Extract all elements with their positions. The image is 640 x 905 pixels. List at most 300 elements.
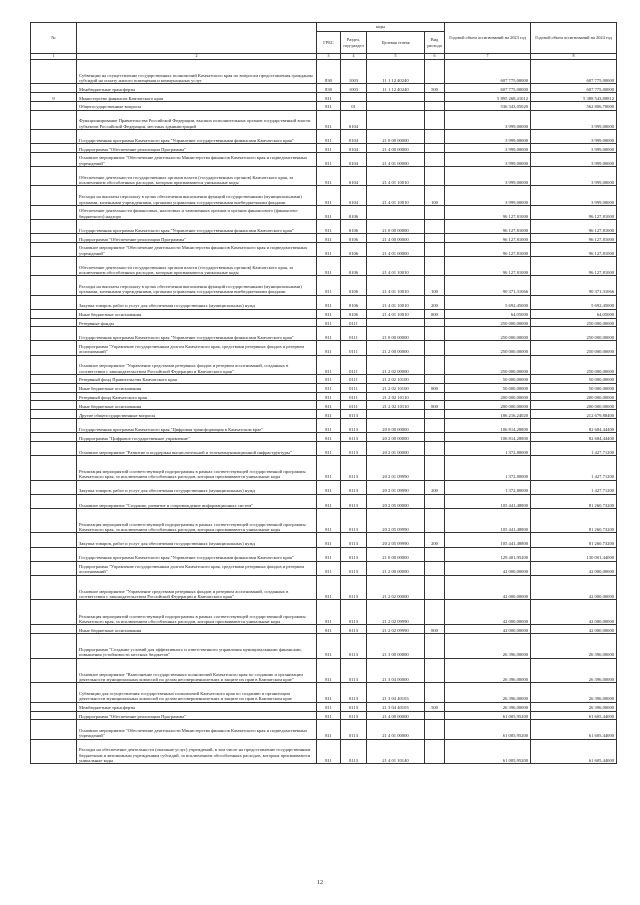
table-row [31, 410, 617, 419]
row-csr-cell: 21 2 02 10110 [367, 392, 425, 401]
row-razdel-cell: 0113 [341, 739, 367, 764]
row-grbs-cell: 830 [317, 84, 341, 93]
row-sum-2024-cell: 42 000,00000 [531, 600, 617, 625]
row-vr-cell [425, 355, 445, 374]
row-razdel-cell: 0111 [341, 374, 367, 383]
row-razdel-cell: 1003 [341, 84, 367, 93]
row-grbs-cell: 811 [317, 575, 341, 600]
row-sum-2024-cell: 607 775,00000 [531, 59, 617, 84]
row-number-cell [31, 318, 77, 327]
row-name-cell: Иные бюджетные ассигнования [77, 401, 317, 410]
row-sum-2024-cell: 250 000,00000 [531, 318, 617, 327]
row-csr-cell: 21 4 00 00000 [367, 711, 425, 720]
row-sum-2024-cell: 81 260,73200 [531, 494, 617, 508]
row-number-cell [31, 144, 77, 153]
row-sum-2024-cell: 26 396,00000 [531, 658, 617, 683]
table-row [31, 130, 617, 144]
row-grbs-cell: 811 [317, 110, 341, 129]
row-razdel-cell: 0113 [341, 441, 367, 455]
row-grbs-cell: 811 [317, 341, 341, 355]
row-grbs-cell: 811 [317, 256, 341, 275]
row-number-cell [31, 327, 77, 341]
table-row [31, 480, 617, 494]
row-number-cell [31, 720, 77, 739]
row-sum-2024-cell: 26 396,00000 [531, 702, 617, 711]
row-vr-cell [425, 392, 445, 401]
table-row [31, 547, 617, 561]
row-razdel-cell: 0106 [341, 276, 367, 295]
row-grbs-cell: 811 [317, 410, 341, 419]
row-razdel-cell: 0111 [341, 401, 367, 410]
row-razdel-cell: 0106 [341, 309, 367, 318]
table-row [31, 355, 617, 374]
table-row [31, 455, 617, 480]
row-razdel-cell: 0106 [341, 205, 367, 219]
row-csr-cell: 21 4 01 10010 [367, 295, 425, 309]
row-csr-cell: 20 2 05 09990 [367, 533, 425, 547]
row-vr-cell [425, 455, 445, 480]
row-csr-cell: 21 4 01 10010 [367, 256, 425, 275]
row-name-cell: Подпрограмма "Управление государственным долгом Камчатского края, средствами резервных фондов и резервом ассигнований" [77, 561, 317, 575]
row-vr-cell [425, 433, 445, 442]
row-razdel-cell: 0113 [341, 410, 367, 419]
row-grbs-cell: 811 [317, 219, 341, 233]
row-name-cell: Основное мероприятие "Обеспечение деятельности Министерства финансов Камчатского края и подведомственных учреждений" [77, 242, 317, 256]
row-grbs-cell: 811 [317, 702, 341, 711]
row-razdel-cell: 0113 [341, 433, 367, 442]
row-razdel-cell: 01 [341, 101, 367, 110]
row-sum-2023-cell: 96 127,81000 [445, 256, 531, 275]
row-csr-cell: 20 2 01 09990 [367, 455, 425, 480]
row-sum-2024-cell: 1 427,71200 [531, 480, 617, 494]
row-name-cell: Министерство финансов Камчатского края [77, 93, 317, 102]
row-sum-2024-cell: 3 999,00000 [531, 144, 617, 153]
col-header-grbs: ГРБС [317, 32, 341, 54]
table-row [31, 318, 617, 327]
row-grbs-cell: 830 [317, 59, 341, 84]
row-grbs-cell: 811 [317, 683, 341, 702]
row-sum-2023-cell: 129 401,95200 [445, 547, 531, 561]
row-name-cell: Основное мероприятие "Выполнение государственных полномочий Камчатского края по созданию и организации деятельности муниципальных комиссий по делам несовершеннолетних и защите их прав в Камчатском крае" [77, 658, 317, 683]
row-razdel-cell: 0113 [341, 494, 367, 508]
row-csr-cell [367, 110, 425, 129]
row-name-cell: Иные бюджетные ассигнования [77, 309, 317, 318]
row-number-cell [31, 341, 77, 355]
row-vr-cell: 100 [425, 186, 445, 205]
table-row [31, 242, 617, 256]
row-sum-2023-cell: 3 999,00000 [445, 167, 531, 186]
table-row [31, 219, 617, 233]
row-sum-2024-cell: 26 396,00000 [531, 633, 617, 658]
row-number-cell [31, 383, 77, 392]
row-sum-2023-cell: 607 775,00000 [445, 84, 531, 93]
budget-table [30, 22, 617, 764]
row-sum-2023-cell: 3 999,00000 [445, 152, 531, 166]
col-header-codes-group: коды [317, 23, 445, 32]
row-vr-cell [425, 327, 445, 341]
row-number-cell [31, 234, 77, 243]
row-csr-cell: 21 4 01 10010 [367, 276, 425, 295]
row-sum-2024-cell: 562 806,70000 [531, 101, 617, 110]
row-sum-2023-cell: 250 000,00000 [445, 318, 531, 327]
row-vr-cell: 800 [425, 625, 445, 634]
row-grbs-cell: 811 [317, 234, 341, 243]
row-name-cell: Государственная программа Камчатского края "Управление государственными финансами Камчатского края" [77, 219, 317, 233]
row-vr-cell: 200 [425, 295, 445, 309]
row-grbs-cell: 811 [317, 625, 341, 634]
row-razdel-cell: 0104 [341, 130, 367, 144]
table-row [31, 295, 617, 309]
row-sum-2023-cell: 105 441,48800 [445, 533, 531, 547]
row-name-cell: Подпрограмма "Цифровое государственное управление" [77, 433, 317, 442]
table-row [31, 561, 617, 575]
col-header-number: № [31, 23, 77, 54]
row-name-cell: Общегосударственные вопросы [77, 101, 317, 110]
row-grbs-cell: 811 [317, 480, 341, 494]
table-row [31, 144, 617, 153]
row-vr-cell [425, 575, 445, 600]
row-vr-cell: 800 [425, 309, 445, 318]
row-sum-2024-cell: 1 427,71200 [531, 455, 617, 480]
row-grbs-cell: 811 [317, 101, 341, 110]
row-sum-2023-cell: 186 216,24020 [445, 410, 531, 419]
row-number-cell [31, 418, 77, 432]
row-name-cell: Подпрограмма "Обеспечение реализации Программы" [77, 144, 317, 153]
table-row [31, 392, 617, 401]
row-number-cell [31, 186, 77, 205]
row-number-cell [31, 410, 77, 419]
row-vr-cell [425, 205, 445, 219]
row-name-cell: Другие общегосударственные вопросы [77, 410, 317, 419]
row-vr-cell [425, 561, 445, 575]
row-vr-cell: 100 [425, 276, 445, 295]
row-sum-2024-cell: 50 000,00000 [531, 374, 617, 383]
row-name-cell: Субвенции на осуществление государственных полномочий Камчатского края по вопросам предоставления гражданам субсидий на оплату жилого помещения и коммунальных услуг [77, 59, 317, 84]
row-razdel-cell: 0113 [341, 508, 367, 533]
table-row [31, 101, 617, 110]
table-row [31, 152, 617, 166]
row-grbs-cell: 811 [317, 309, 341, 318]
row-sum-2024-cell: 96 127,81000 [531, 256, 617, 275]
row-sum-2024-cell: 3 999,00000 [531, 152, 617, 166]
row-sum-2024-cell: 96 127,81000 [531, 234, 617, 243]
row-vr-cell [425, 600, 445, 625]
row-razdel-cell: 0111 [341, 392, 367, 401]
row-razdel-cell: 0113 [341, 418, 367, 432]
row-sum-2023-cell: 61 005,95200 [445, 711, 531, 720]
row-sum-2024-cell: 1 427,71200 [531, 441, 617, 455]
row-sum-2023-cell: 3 999,00000 [445, 186, 531, 205]
row-sum-2024-cell: 82 684,44400 [531, 433, 617, 442]
row-csr-cell: 21 0 00 00000 [367, 547, 425, 561]
row-razdel-cell: 0113 [341, 533, 367, 547]
row-name-cell: Основное мероприятие "Обеспечение деятельности Министерства финансов Камчатского края и подведомственных учреждений" [77, 720, 317, 739]
row-razdel-cell: 0113 [341, 600, 367, 625]
row-grbs-cell: 811 [317, 295, 341, 309]
table-row [31, 327, 617, 341]
table-row [31, 383, 617, 392]
row-sum-2023-cell: 50 000,00000 [445, 374, 531, 383]
table-row [31, 234, 617, 243]
row-number-cell [31, 480, 77, 494]
row-number-cell [31, 455, 77, 480]
row-razdel-cell: 0113 [341, 711, 367, 720]
row-razdel-cell: 0111 [341, 341, 367, 355]
row-razdel-cell: 0106 [341, 234, 367, 243]
row-razdel-cell: 0106 [341, 256, 367, 275]
row-sum-2024-cell: 61 605,44000 [531, 711, 617, 720]
row-name-cell: Иные бюджетные ассигнования [77, 625, 317, 634]
row-csr-cell [367, 205, 425, 219]
row-name-cell: Закупка товаров, работ и услуг для обеспечения государственных (муниципальных) нужд [77, 295, 317, 309]
col-header-csr: Целевая статья [367, 32, 425, 54]
row-sum-2023-cell: 26 396,00000 [445, 683, 531, 702]
row-name-cell: Обеспечение деятельности государственных органов власти (государственных органов) Камчатского края, за исключением обособленных расходов, которым присваиваются уникальные коды [77, 167, 317, 186]
row-sum-2023-cell: 26 396,00000 [445, 633, 531, 658]
row-sum-2023-cell: 1 372,80000 [445, 441, 531, 455]
row-sum-2023-cell: 250 000,00000 [445, 355, 531, 374]
row-name-cell: Расходы на выплаты персоналу в целях обеспечения выполнения функций государственными (муниципальными) органами, казенными учреждениями, органами управления государственными внебюджетными фондами [77, 276, 317, 295]
row-grbs-cell: 811 [317, 152, 341, 166]
row-razdel-cell: 0113 [341, 625, 367, 634]
row-grbs-cell: 811 [317, 418, 341, 432]
row-name-cell: Основное мероприятие "Обеспечение деятельности Министерства финансов Камчатского края и подведомственных учреждений" [77, 152, 317, 166]
row-sum-2023-cell: 3 999,00000 [445, 110, 531, 129]
row-sum-2023-cell: 250 000,00000 [445, 341, 531, 355]
row-sum-2024-cell: 50 000,00000 [531, 383, 617, 392]
row-razdel-cell: 0104 [341, 152, 367, 166]
row-number-cell [31, 167, 77, 186]
col-header-name [77, 23, 317, 54]
row-number-cell [31, 84, 77, 93]
row-vr-cell [425, 242, 445, 256]
row-number-cell [31, 494, 77, 508]
row-vr-cell [425, 130, 445, 144]
header-number-cell: 5 [367, 54, 425, 60]
row-csr-cell: 21 2 02 10100 [367, 383, 425, 392]
row-vr-cell [425, 410, 445, 419]
row-sum-2024-cell: 96 127,81000 [531, 219, 617, 233]
row-sum-2024-cell: 96 127,81000 [531, 242, 617, 256]
row-csr-cell [367, 318, 425, 327]
row-csr-cell: 21 4 01 00000 [367, 242, 425, 256]
table-row [31, 533, 617, 547]
row-number-cell [31, 59, 77, 84]
row-name-cell: Резервный фонд Правительства Камчатского края [77, 374, 317, 383]
table-row [31, 711, 617, 720]
row-name-cell: Закупка товаров, работ и услуг для обеспечения государственных (муниципальных) нужд [77, 480, 317, 494]
header-number-cell: 6 [425, 54, 445, 60]
header-number-cell: 3 [317, 54, 341, 60]
row-grbs-cell: 811 [317, 433, 341, 442]
row-number-cell [31, 276, 77, 295]
row-name-cell: Субвенции для осуществления государственных полномочий Камчатского края по созданию и организации деятельности муниципальных комиссий по делам несовершеннолетних и защите их прав в Камчатском крае [77, 683, 317, 702]
table-row [31, 720, 617, 739]
row-number-cell [31, 295, 77, 309]
row-csr-cell: 21 4 00 00000 [367, 144, 425, 153]
row-vr-cell [425, 683, 445, 702]
row-csr-cell: 11 1 12 40240 [367, 84, 425, 93]
row-grbs-cell: 811 [317, 144, 341, 153]
row-sum-2023-cell: 64,05000 [445, 309, 531, 318]
row-vr-cell: 800 [425, 383, 445, 392]
row-sum-2023-cell: 1 372,80000 [445, 480, 531, 494]
row-name-cell: Реализация мероприятий соответствующей подпрограммы в рамках соответствующей государственной программы Камчатского края, за исключением обособленных расходов, которым присваиваются уникальные коды [77, 455, 317, 480]
table-row [31, 441, 617, 455]
row-number-cell [31, 633, 77, 658]
table-row [31, 739, 617, 764]
row-vr-cell [425, 167, 445, 186]
header-number-cell: 4 [341, 54, 367, 60]
row-vr-cell [425, 341, 445, 355]
table-row [31, 575, 617, 600]
row-name-cell: Резервный фонд Камчатского края [77, 392, 317, 401]
row-sum-2023-cell: 90 371,31066 [445, 276, 531, 295]
row-sum-2024-cell: 3 999,00000 [531, 110, 617, 129]
row-name-cell: Государственная программа Камчатского края "Управление государственными финансами Камчатского края" [77, 547, 317, 561]
table-row [31, 600, 617, 625]
row-sum-2024-cell: 42 000,00000 [531, 561, 617, 575]
row-number-cell [31, 242, 77, 256]
row-sum-2024-cell: 250 000,00000 [531, 355, 617, 374]
row-csr-cell: 21 2 02 00000 [367, 355, 425, 374]
row-csr-cell: 21 2 02 10100 [367, 374, 425, 383]
row-number-cell [31, 401, 77, 410]
row-name-cell: Основное мероприятие "Управление средствами резервных фондов и резервом ассигнований, созданных в соответствии с законодательством Российской Федерации и Камчатского края" [77, 355, 317, 374]
row-csr-cell: 21 0 00 00000 [367, 130, 425, 144]
row-vr-cell [425, 658, 445, 683]
table-row [31, 59, 617, 84]
table-row [31, 433, 617, 442]
row-grbs-cell: 811 [317, 633, 341, 658]
row-name-cell: Резервные фонды [77, 318, 317, 327]
row-grbs-cell: 811 [317, 242, 341, 256]
row-name-cell: Расходы на обеспечение деятельности (оказание услуг) учреждений, в том числе на предоставление государственным бюджетным и автономным учреждениям субсидий, за исключением обособленных расходов, которым присваиваются уникальные коды [77, 739, 317, 764]
table-row [31, 276, 617, 295]
table-row [31, 508, 617, 533]
row-grbs-cell: 811 [317, 401, 341, 410]
row-number-cell [31, 508, 77, 533]
col-header-razdel: Раздел, под-раздел [341, 32, 367, 54]
row-vr-cell [425, 547, 445, 561]
row-number-cell [31, 309, 77, 318]
row-number-cell [31, 110, 77, 129]
row-razdel-cell: 0106 [341, 242, 367, 256]
row-grbs-cell: 811 [317, 441, 341, 455]
row-sum-2024-cell: 212 679,88400 [531, 410, 617, 419]
col-header-sum-2024: Годовой объем ассигнований на 2024 год [531, 23, 617, 54]
row-razdel-cell: 0113 [341, 720, 367, 739]
row-razdel-cell: 0113 [341, 633, 367, 658]
row-csr-cell [367, 101, 425, 110]
row-vr-cell [425, 152, 445, 166]
row-vr-cell [425, 720, 445, 739]
row-csr-cell: 21 2 02 00000 [367, 575, 425, 600]
row-sum-2023-cell: 536 343,05020 [445, 101, 531, 110]
row-name-cell: Основное мероприятие "Управление средствами резервных фондов и резервом ассигнований, созданных в соответствии с законодательством Российской Федерации и Камчатского края" [77, 575, 317, 600]
row-sum-2023-cell: 1 372,80000 [445, 455, 531, 480]
row-csr-cell: 21 0 00 00000 [367, 219, 425, 233]
row-csr-cell [367, 410, 425, 419]
row-razdel-cell: 0106 [341, 219, 367, 233]
row-vr-cell [425, 93, 445, 102]
row-sum-2024-cell: 5 692,45000 [531, 295, 617, 309]
row-sum-2023-cell: 106 814,28800 [445, 433, 531, 442]
row-vr-cell: 200 [425, 533, 445, 547]
row-vr-cell [425, 144, 445, 153]
row-razdel-cell: 0113 [341, 455, 367, 480]
row-number-cell [31, 561, 77, 575]
row-csr-cell: 21 4 01 00000 [367, 720, 425, 739]
row-razdel-cell: 0111 [341, 383, 367, 392]
row-sum-2023-cell: 105 441,48800 [445, 508, 531, 533]
row-number-cell [31, 575, 77, 600]
row-razdel-cell: 0111 [341, 355, 367, 374]
table-row [31, 633, 617, 658]
row-razdel-cell: 0111 [341, 318, 367, 327]
row-csr-cell: 20 2 00 00000 [367, 433, 425, 442]
row-sum-2023-cell: 3 999,00000 [445, 144, 531, 153]
row-number-cell [31, 392, 77, 401]
row-vr-cell [425, 441, 445, 455]
row-sum-2023-cell: 105 441,48800 [445, 494, 531, 508]
row-name-cell: Реализация мероприятий соответствующей подпрограммы в рамках соответствующей государственной программы Камчатского края, за исключением обособленных расходов, которым присваиваются уникальные коды [77, 508, 317, 533]
table-row [31, 702, 617, 711]
row-sum-2024-cell: 90 371,31066 [531, 276, 617, 295]
row-sum-2023-cell: 61 005,95200 [445, 739, 531, 764]
row-grbs-cell: 811 [317, 600, 341, 625]
row-sum-2024-cell: 42 000,00000 [531, 575, 617, 600]
row-vr-cell [425, 508, 445, 533]
row-sum-2024-cell: 96 127,81000 [531, 205, 617, 219]
table-row [31, 418, 617, 432]
row-name-cell: Государственная программа Камчатского края "Цифровая трансформация в Камчатском крае" [77, 418, 317, 432]
row-razdel-cell: 0111 [341, 327, 367, 341]
row-sum-2023-cell: 42 000,00000 [445, 625, 531, 634]
row-sum-2023-cell: 200 000,00000 [445, 392, 531, 401]
row-sum-2023-cell: 42 000,00000 [445, 600, 531, 625]
header-number-cell: 2 [77, 54, 317, 60]
row-sum-2023-cell: 42 000,00000 [445, 561, 531, 575]
row-csr-cell: 21 3 04 40103 [367, 702, 425, 711]
row-name-cell: Межбюджетные трансферты [77, 702, 317, 711]
col-header-sum-2023: Годовой объем ассигнований на 2023 год [445, 23, 531, 54]
row-csr-cell: 20 2 05 09990 [367, 508, 425, 533]
row-vr-cell [425, 256, 445, 275]
row-grbs-cell: 811 [317, 93, 341, 102]
row-number-cell [31, 101, 77, 110]
table-row [31, 256, 617, 275]
header-number-cell: 1 [31, 54, 77, 60]
row-vr-cell [425, 234, 445, 243]
row-sum-2024-cell: 250 000,00000 [531, 327, 617, 341]
row-number-cell [31, 625, 77, 634]
row-vr-cell [425, 101, 445, 110]
table-row [31, 167, 617, 186]
row-grbs-cell: 811 [317, 205, 341, 219]
row-csr-cell: 21 0 00 00000 [367, 327, 425, 341]
row-razdel-cell: 0113 [341, 480, 367, 494]
row-sum-2023-cell: 61 005,95200 [445, 720, 531, 739]
row-number-cell [31, 658, 77, 683]
row-grbs-cell: 811 [317, 383, 341, 392]
row-sum-2023-cell: 50 000,00000 [445, 383, 531, 392]
row-number-cell [31, 152, 77, 166]
row-sum-2023-cell: 3 999,00000 [445, 130, 531, 144]
row-grbs-cell: 811 [317, 739, 341, 764]
row-sum-2024-cell: 42 000,00000 [531, 625, 617, 634]
row-grbs-cell: 811 [317, 327, 341, 341]
